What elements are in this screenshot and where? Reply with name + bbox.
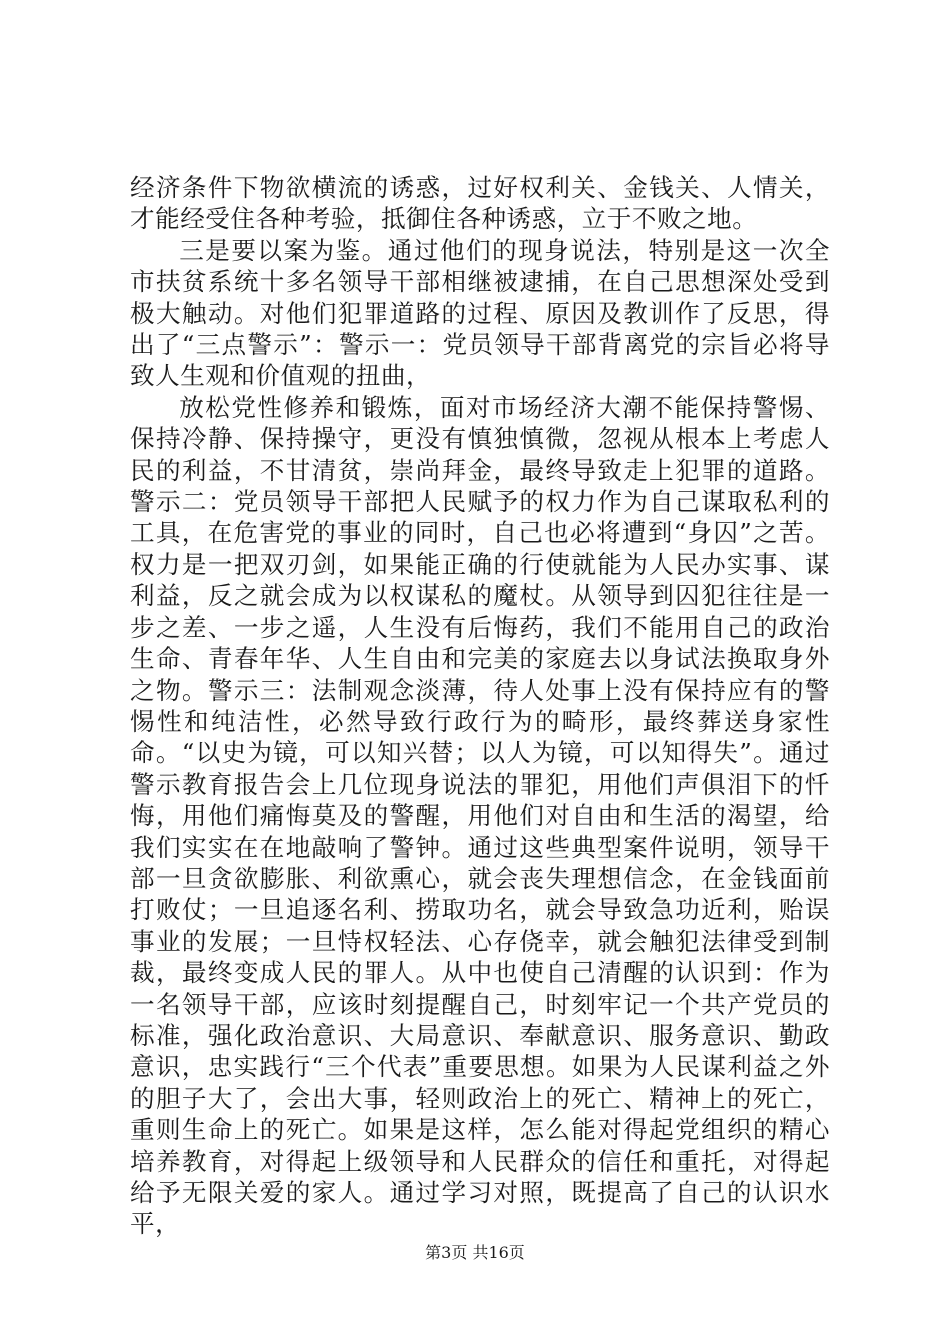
paragraph-3: 放松党性修养和锻炼，面对市场经济大潮不能保持警惕、保持冷静、保持操守，更没有慎独慎微，忽视从根本上考虑人民的利益，不甘清贫，崇尚拜金，最终导致走上犯罪的道路。警示二：党员领导干部把人民赋予的权力作为自己谋取私利的工具，在危害党的事业的同时，自己也必将遭到“身囚”之苦。权力是一把双刃剑，如果能正确的行使就能为人民办实事、谋利益，反之就会成为以权谋私的魔杖。从领导到囚犯往往是一步之差、一步之遥，人生没有后悔药，我们不能用自己的政治生命、青春年华、人生自由和完美的家庭去以身试法换取身外之物。警示三：法制观念淡薄，待人处事上没有保持应有的警惕性和纯洁性，必然导致行政行为的畸形，最终葬送身家性命。“以史为镜，可以知兴替；以人为镜，可以知得失”。通过警示教育报告会上几位现身说法的罪犯，用他们声俱泪下的忏悔，用他们痛悔莫及的警醒，用他们对自由和生活的渴望，给我们实实在在地敲响了警钟。通过这些典型案件说明，领导干部一旦贪欲膨胀、利欲熏心，就会丧失理想信念，在金钱面前打败仗；一旦追逐名利、捞取功名，就会导致急功近利，贻误事业的发展；一旦恃权轻法、心存侥幸，就会触犯法律受到制裁，最终变成人民的罪人。从中也使自己清醒的认识到：作为一名领导干部，应该时刻提醒自己，时刻牢记一个共产党员的标准，强化政治意识、大局意识、奉献意识、服务意识、勤政意识，忠实践行“三个代表”重要思想。如果为人民谋利益之外的胆子大了，会出大事，轻则政治上的死亡、精神上的死亡，重则生命上的死亡。如果是这样，怎么能对得起党组织的精心培养教育，对得起上级领导和人民群众的信任和重托，对得起给予无限关爱的家人。通过学习对照，既提高了自己的认识水平， bbox=[130, 392, 830, 1239]
page-number-footer: 第3页 共16页 bbox=[425, 1243, 525, 1262]
paragraph-2: 三是要以案为鉴。通过他们的现身说法，特别是这一次全市扶贫系统十多名领导干部相继被逮捕，在自己思想深处受到极大触动。对他们犯罪道路的过程、原因及教训作了反思，得出了“三点警示”：警示一：党员领导干部背离党的宗旨必将导致人生观和价值观的扭曲， bbox=[130, 235, 830, 391]
document-body bbox=[130, 172, 830, 1240]
paragraph-1: 经济条件下物欲横流的诱惑，过好权利关、金钱关、人情关，才能经受住各种考验，抵御住各种诱惑，立于不败之地。 bbox=[130, 173, 830, 234]
